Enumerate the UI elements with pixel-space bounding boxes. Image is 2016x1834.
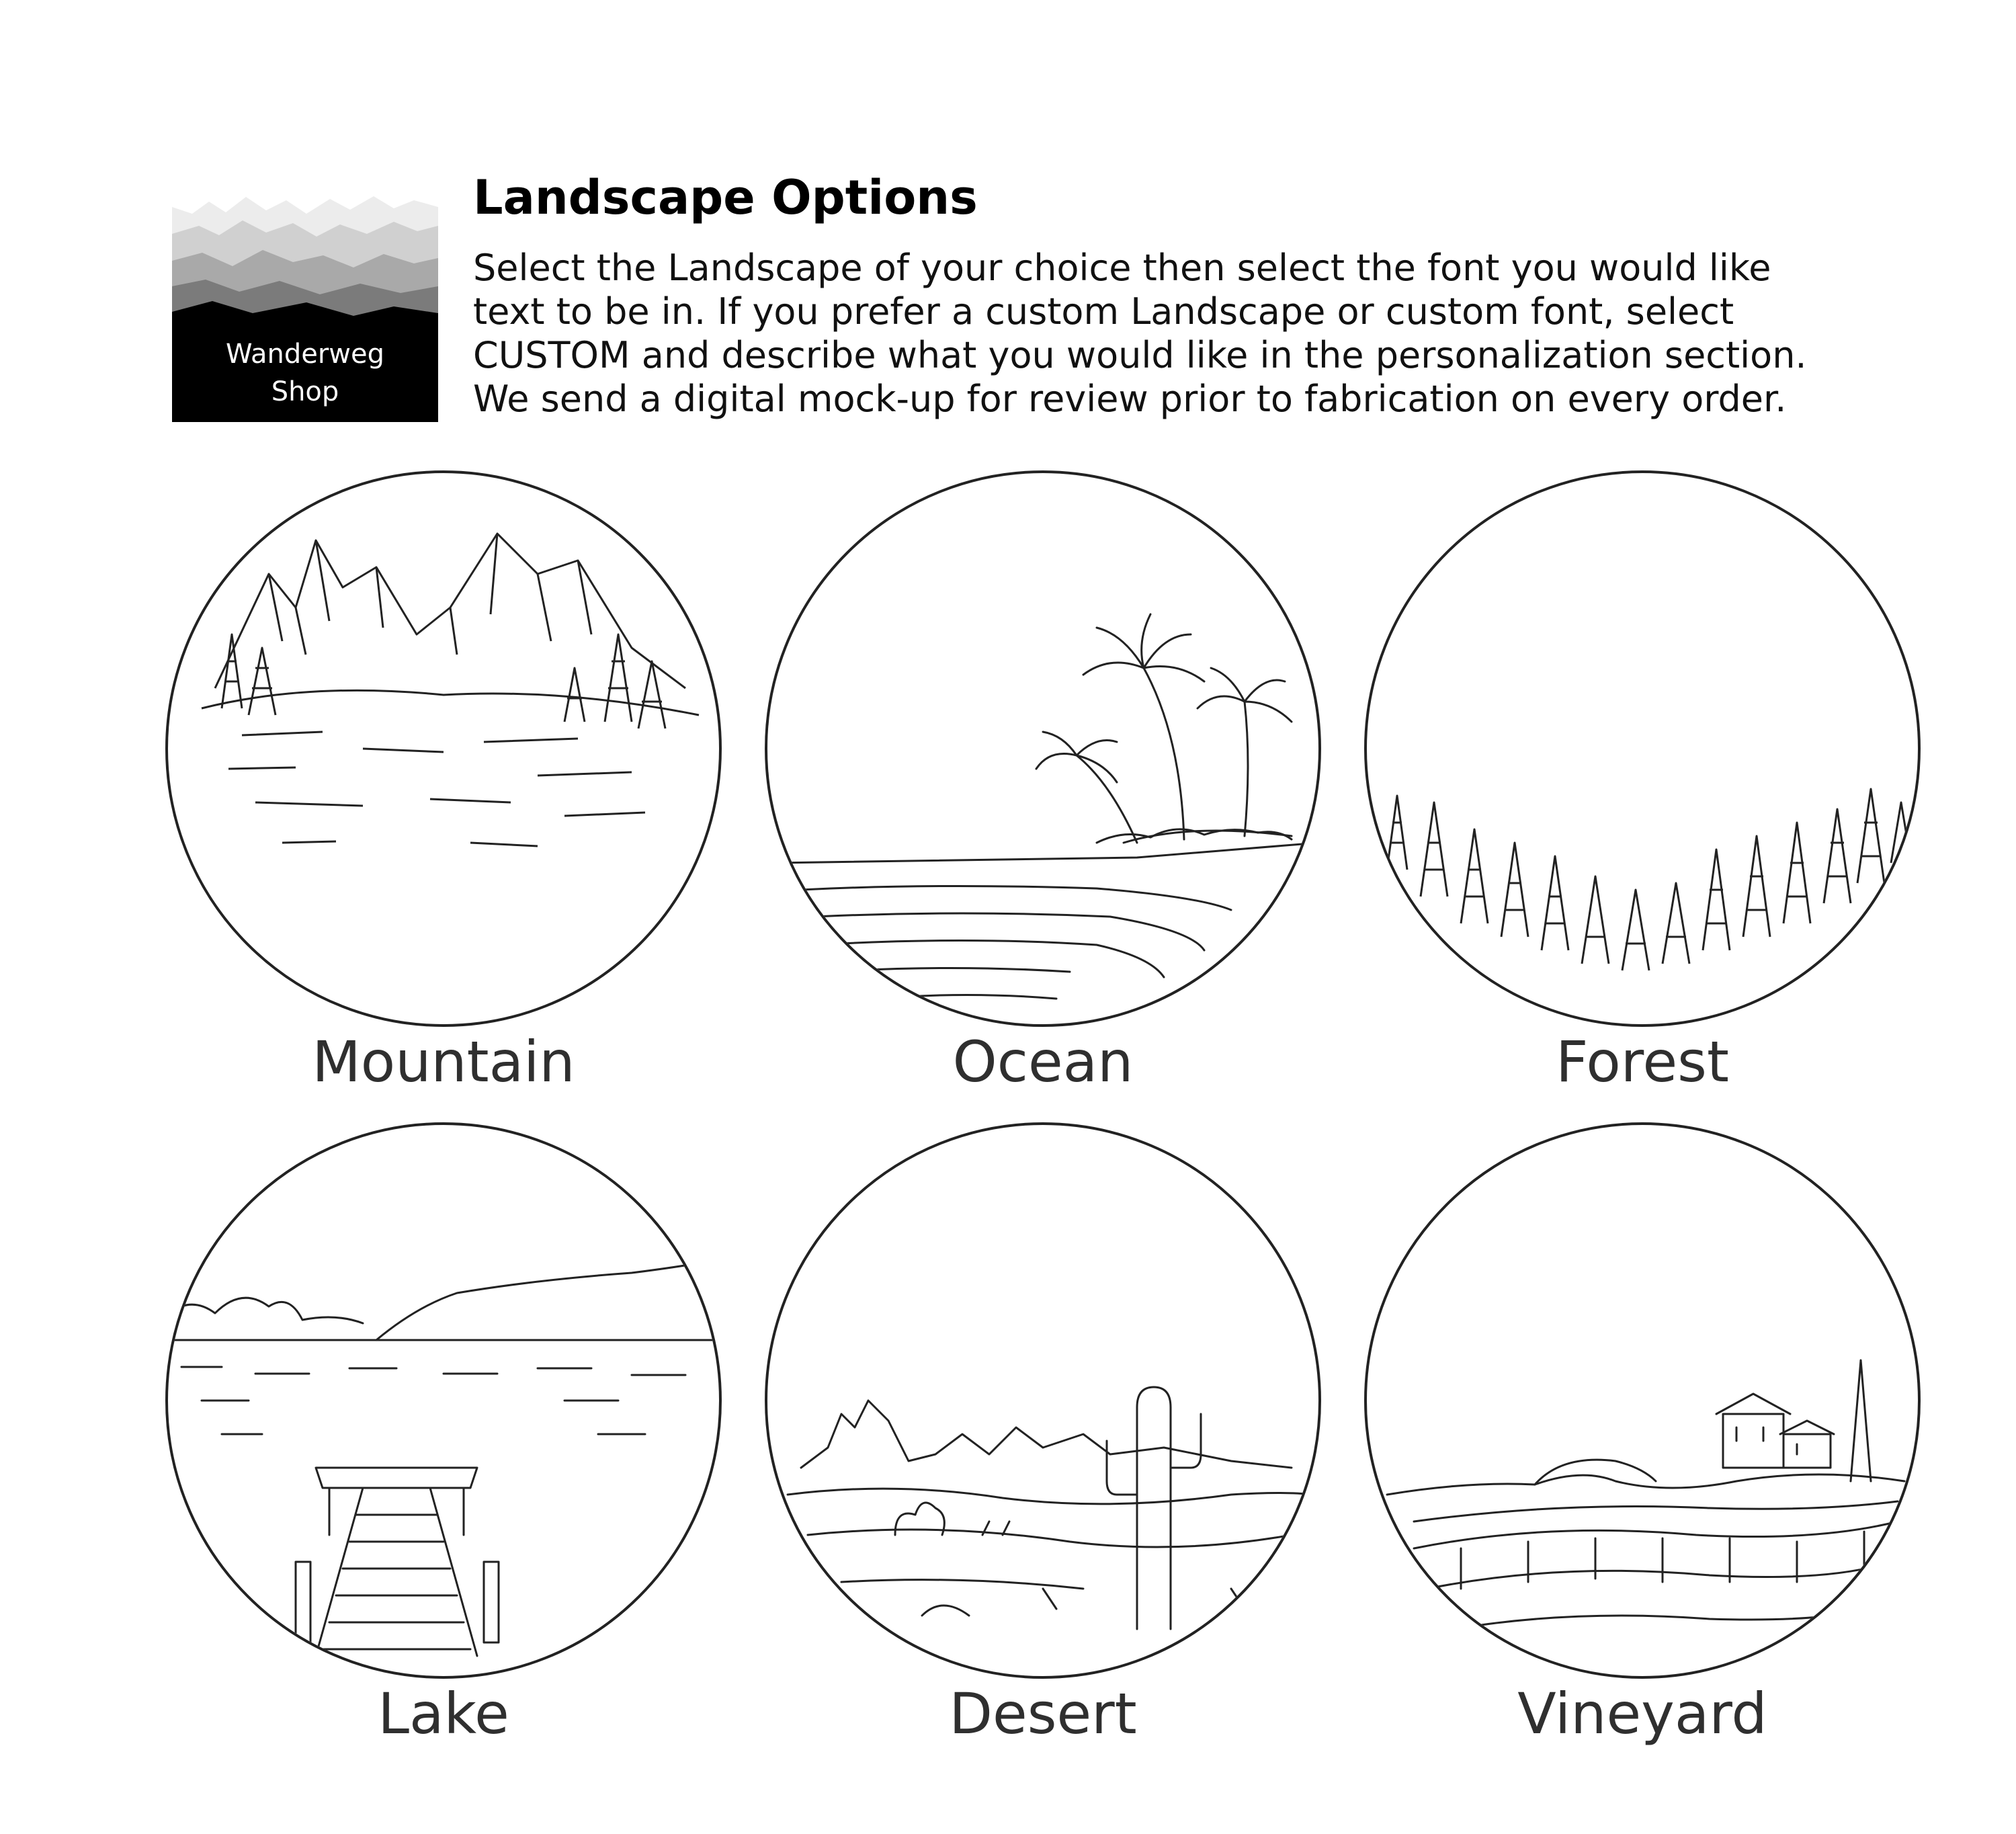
description-line: We send a digital mock-up for review prior to fabrication on every order.	[473, 378, 1787, 420]
option-label-lake: Lake	[378, 1681, 509, 1747]
description	[473, 246, 1978, 421]
option-mountain[interactable]	[161, 466, 726, 1095]
description-line: Select the Landscape of your choice then select the font you would like	[473, 247, 1771, 289]
option-label-mountain: Mountain	[312, 1029, 575, 1095]
option-label-ocean: Ocean	[952, 1029, 1134, 1095]
vineyard-illustration-icon	[1360, 1118, 1925, 1683]
option-forest[interactable]	[1360, 466, 1925, 1095]
logo-text-line1: Wanderweg	[225, 339, 384, 370]
ocean-illustration-icon	[761, 466, 1325, 1031]
description-line: text to be in. If you prefer a custom Landscape or custom font, select	[473, 290, 1734, 333]
logo-text-line2: Shop	[271, 376, 339, 407]
page-title: Landscape Options	[473, 170, 978, 225]
wanderweg-shop-logo	[172, 194, 438, 422]
option-label-forest: Forest	[1556, 1029, 1729, 1095]
forest-illustration-icon	[1360, 466, 1925, 1031]
option-desert[interactable]	[761, 1118, 1325, 1747]
option-vineyard[interactable]	[1360, 1118, 1925, 1747]
mountain-illustration-icon	[161, 466, 726, 1031]
lake-illustration-icon	[161, 1118, 726, 1683]
description-line: CUSTOM and describe what you would like in the personalization section.	[473, 334, 1807, 376]
option-label-desert: Desert	[949, 1681, 1137, 1747]
desert-illustration-icon	[761, 1118, 1325, 1683]
option-ocean[interactable]	[761, 466, 1325, 1095]
option-label-vineyard: Vineyard	[1517, 1681, 1767, 1747]
option-lake[interactable]	[161, 1118, 726, 1747]
